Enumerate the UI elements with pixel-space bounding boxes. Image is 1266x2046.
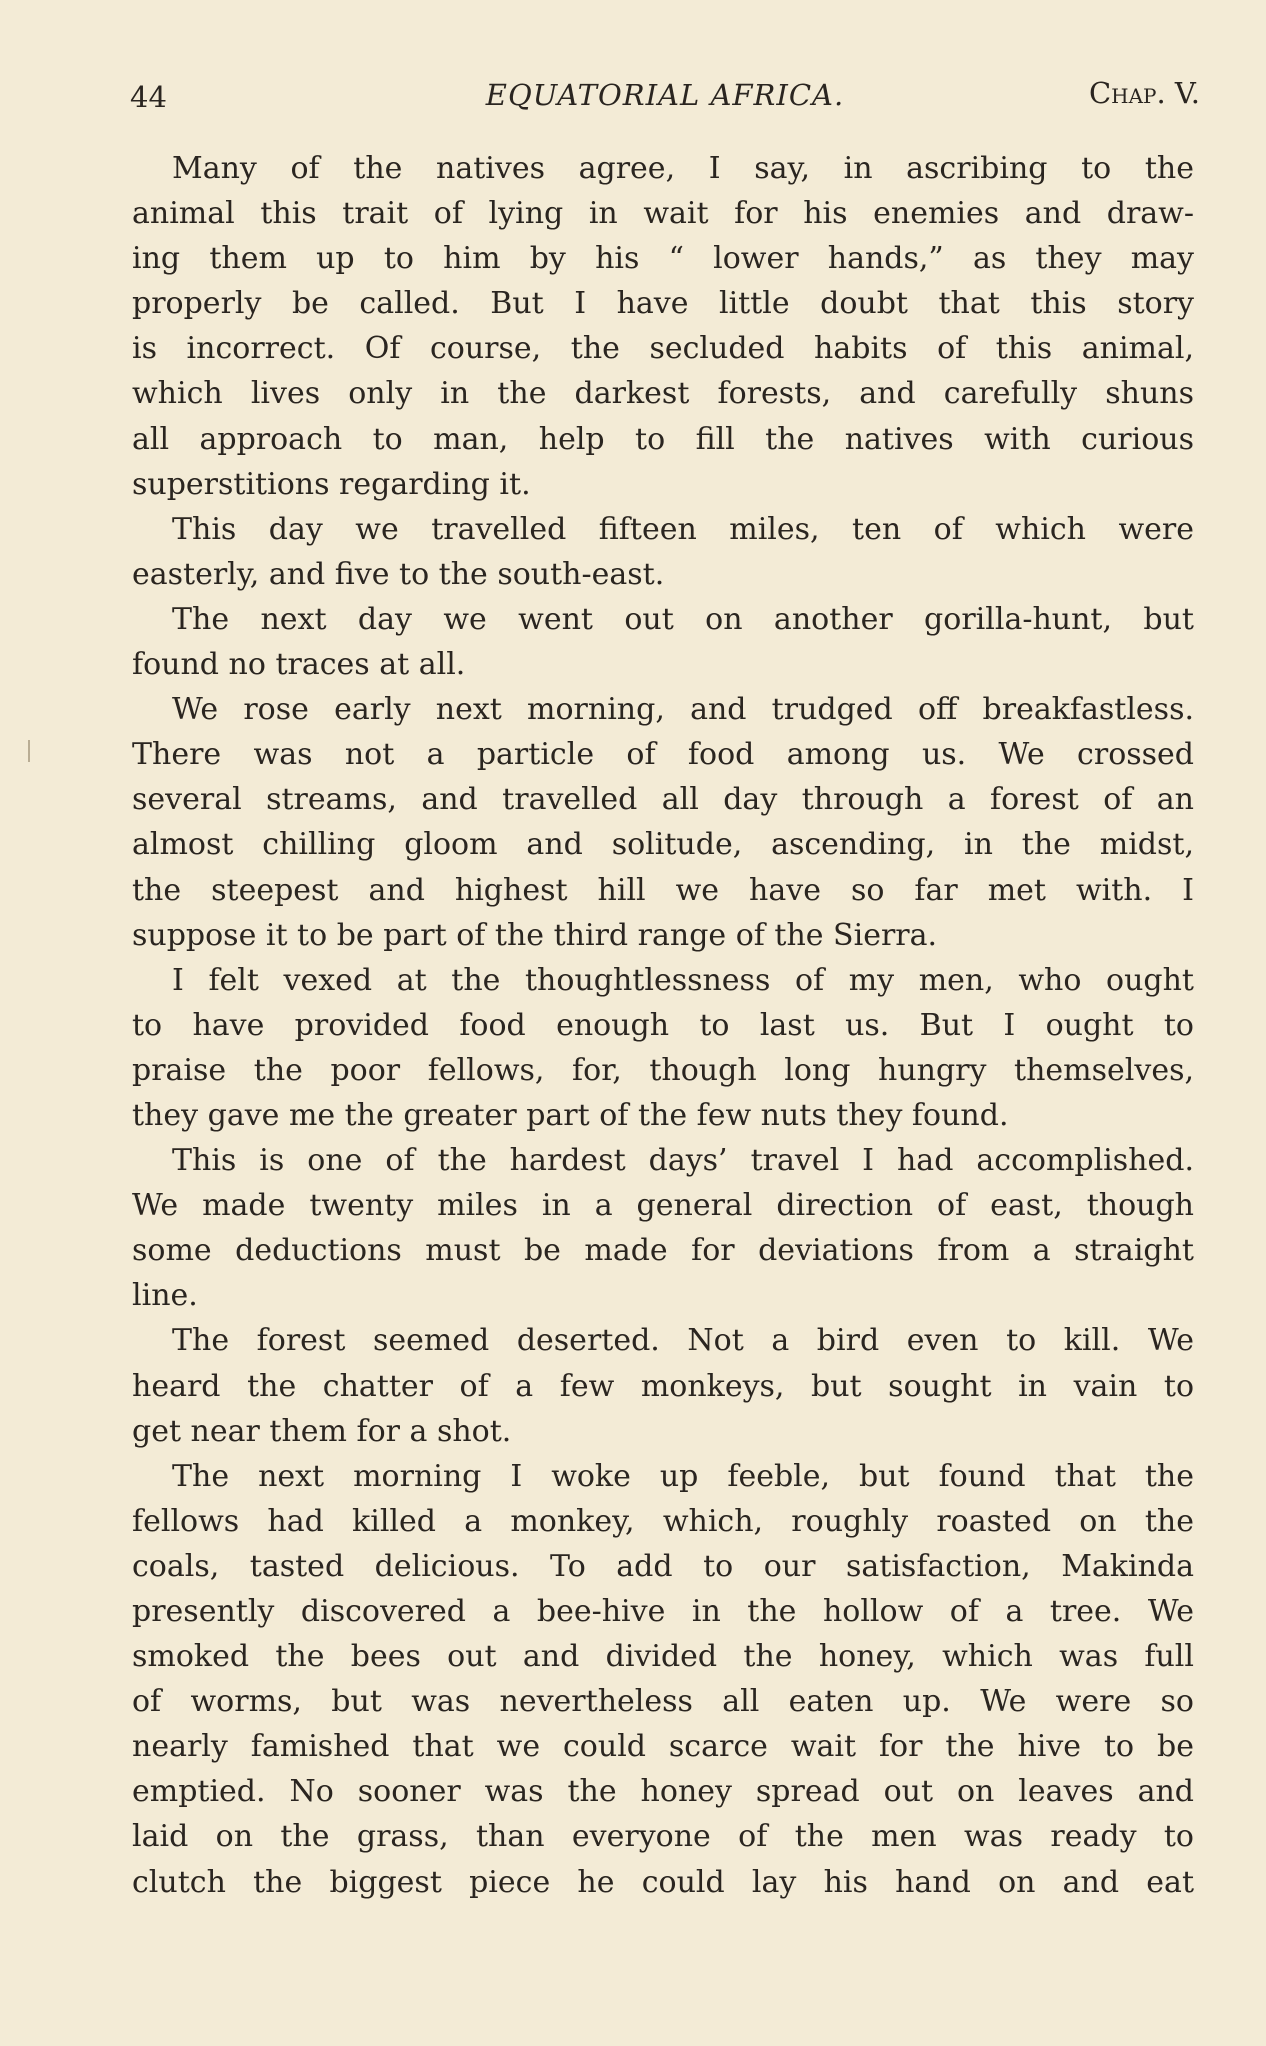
text-line: is incorrect. Of course, the secluded habits of this animal, — [132, 331, 1194, 367]
text-line: of worms, but was nevertheless all eaten up. We were so — [132, 1684, 1194, 1720]
text-line: nearly famished that we could scarce wait for the hive to be — [132, 1729, 1194, 1765]
text-line: We made twenty miles in a general direction of east, though — [132, 1188, 1194, 1224]
text-line: they gave me the greater part of the few nuts they found. — [132, 1097, 1009, 1133]
text-line: some deductions must be made for deviations from a straight — [132, 1233, 1194, 1269]
text-line: the steepest and highest hill we have so far met with. I — [132, 872, 1194, 908]
text-line: The next morning I woke up feeble, but found that the — [172, 1458, 1194, 1494]
text-line: found no traces at all. — [132, 647, 466, 683]
running-title: EQUATORIAL AFRICA. — [485, 78, 845, 112]
text-line: almost chilling gloom and solitude, ascending, in the midst, — [132, 827, 1194, 863]
running-head — [130, 68, 1200, 120]
text-line: animal this trait of lying in wait for his enemies and draw- — [132, 196, 1194, 232]
text-line: Many of the natives agree, I say, in ascribing to the — [172, 151, 1194, 186]
text-line: easterly, and five to the south-east. — [132, 556, 665, 592]
text-line: fellows had killed a monkey, which, roughly roasted on the — [132, 1503, 1194, 1539]
text-line: get near them for a shot. — [132, 1413, 512, 1449]
text-line: smoked the bees out and divided the honey, which was full — [132, 1639, 1194, 1675]
text-line: I felt vexed at the thoughtlessness of my men, who ought — [172, 962, 1194, 998]
page-number: 44 — [130, 80, 167, 114]
text-line: laid on the grass, than everyone of the men was ready to — [132, 1819, 1194, 1855]
text-line: presently discovered a bee-hive in the hollow of a tree. We — [132, 1594, 1194, 1629]
margin-mark — [28, 740, 30, 762]
text-line: which lives only in the darkest forests, and carefully shuns — [132, 376, 1194, 412]
text-line: line. — [132, 1278, 198, 1314]
text-line: This is one of the hardest days’ travel I had accomplished. — [172, 1143, 1194, 1179]
text-line: emptied. No sooner was the honey spread out on leaves and — [132, 1774, 1194, 1810]
text-line: suppose it to be part of the third range of the Sierra. — [132, 917, 938, 953]
text-line: to have provided food enough to last us. But I ought to — [132, 1007, 1194, 1043]
text-line: praise the poor fellows, for, though long hungry themselves, — [132, 1052, 1194, 1088]
body-text — [132, 146, 1194, 1905]
text-line: several streams, and travelled all day through a forest of an — [132, 782, 1194, 818]
chapter-reference: Chap. V. — [1088, 76, 1200, 110]
text-line: all approach to man, help to fill the natives with curious — [132, 421, 1194, 457]
text-line: This day we travelled fifteen miles, ten of which were — [172, 511, 1194, 547]
text-line: We rose early next morning, and trudged off breakfastless. — [172, 692, 1194, 728]
text-line: coals, tasted delicious. To add to our satisfaction, Makinda — [132, 1548, 1194, 1584]
text-line: ing them up to him by his “ lower hands,” as they may — [132, 241, 1194, 277]
text-line: heard the chatter of a few monkeys, but sought in vain to — [132, 1368, 1194, 1404]
text-line: properly be called. But I have little doubt that this story — [132, 286, 1194, 322]
text-line: clutch the biggest piece he could lay his hand on and eat — [132, 1864, 1194, 1900]
text-line: The forest seemed deserted. Not a bird even to kill. We — [172, 1323, 1194, 1359]
text-line: There was not a particle of food among us. We crossed — [132, 737, 1194, 773]
text-line: The next day we went out on another gorilla-hunt, but — [172, 601, 1194, 637]
text-line: superstitions regarding it. — [132, 466, 531, 502]
